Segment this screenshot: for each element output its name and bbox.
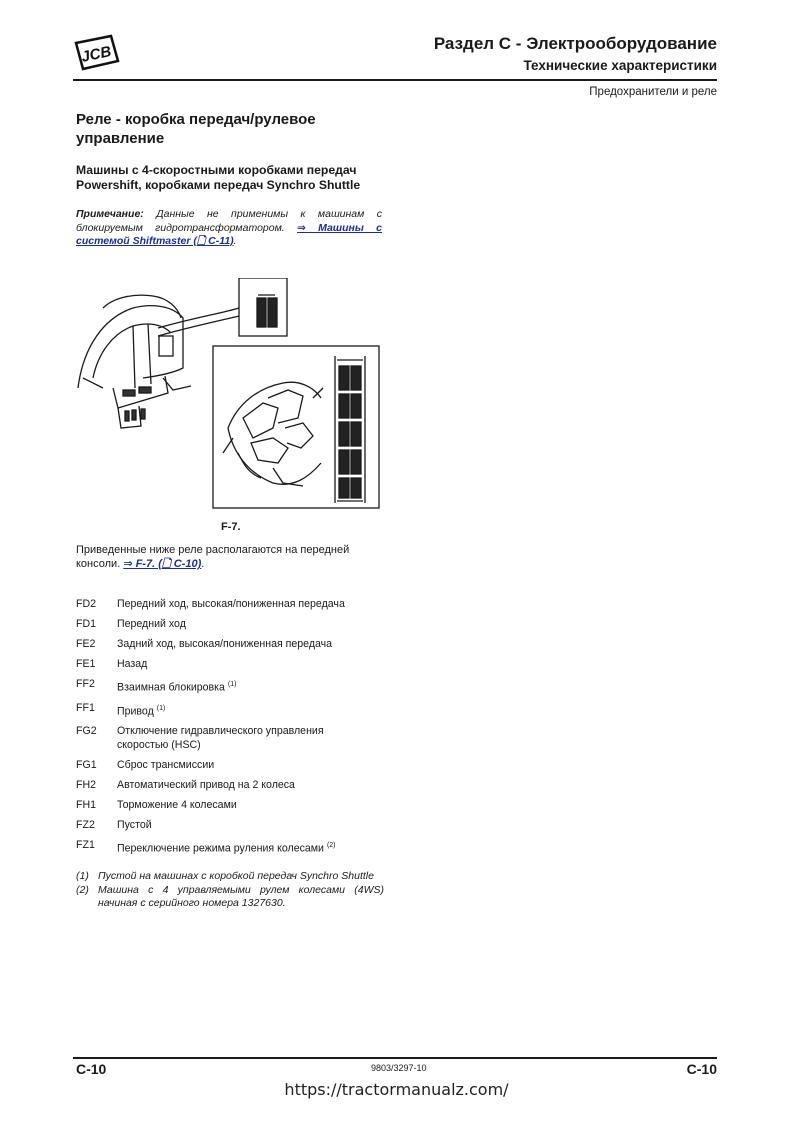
- note-text: Данные не применимы к машинам с блокируемым гидротрансформатором.: [76, 208, 382, 234]
- relay-desc-text: Назад: [117, 658, 148, 670]
- relay-desc-text: Торможение 4 колесами: [117, 798, 237, 811]
- relay-desc-text: Переключение режима руления колесами: [117, 842, 324, 855]
- relay-code: FH2: [76, 778, 97, 791]
- list-item: [76, 658, 396, 672]
- relay-code: FD1: [76, 618, 97, 630]
- list-item: [76, 725, 396, 752]
- list-item: [76, 598, 396, 612]
- relay-code: FG2: [76, 725, 97, 738]
- relay-desc: [117, 819, 347, 833]
- note-end: .: [233, 235, 237, 247]
- footnotes: [76, 870, 386, 911]
- document-number: 9803/3297-10: [371, 1063, 427, 1073]
- relay-desc: [117, 702, 347, 719]
- list-item: [76, 638, 396, 652]
- relay-desc: [117, 658, 347, 672]
- footnote-ref: (1): [156, 704, 166, 712]
- relay-desc: [117, 638, 347, 652]
- footnote-number: (1): [76, 870, 89, 882]
- page-number-right: C-10: [686, 1061, 717, 1077]
- relay-desc-text: Задний ход, высокая/пониженная передача: [117, 638, 333, 650]
- relay-desc-text: Взаимная блокировка: [117, 681, 225, 694]
- figure-intro-text: Приведенные ниже реле располагаются на передней консоли.: [76, 544, 350, 570]
- footnote: [76, 870, 386, 884]
- page-number-left: C-10: [76, 1061, 107, 1077]
- relay-code: FE2: [76, 638, 96, 650]
- list-item: [76, 702, 396, 719]
- relay-code: FG1: [76, 758, 97, 771]
- relay-desc: [117, 759, 347, 773]
- header-rule: [73, 79, 717, 81]
- relay-desc: [117, 839, 377, 856]
- footnote-text: Машина с 4 управляемыми рулем колесами (4WS) начиная с серийного номера 1327630.: [98, 883, 384, 909]
- footnote-number: (2): [76, 883, 89, 896]
- note: [76, 208, 382, 249]
- footnote-ref: (2): [326, 841, 336, 849]
- relay-code: FF1: [76, 701, 95, 714]
- relay-desc: [117, 725, 347, 752]
- footer-rule: [73, 1057, 717, 1059]
- list-item: [76, 759, 396, 773]
- relay-code: FD2: [76, 598, 97, 610]
- footnote-ref: (1): [227, 681, 237, 688]
- list-item: [76, 779, 396, 793]
- note-label: Примечание:: [76, 208, 144, 220]
- list-item: [76, 618, 396, 632]
- list-item: [76, 678, 396, 695]
- source-url[interactable]: https://tractormanualz.com/: [284, 1080, 509, 1099]
- relay-desc-text: Отключение гидравлического управления скоростью (HSC): [117, 725, 324, 751]
- logo-text: JCB: [79, 43, 113, 66]
- figure-intro-end: .: [201, 558, 205, 570]
- section-title: Раздел C - Электрооборудование: [433, 34, 717, 53]
- list-item: [76, 819, 396, 833]
- subheading: Машины с 4-скоростными коробками передач Powershift, коробками передач Synchro Shuttle: [76, 163, 361, 192]
- relay-code: FE1: [76, 658, 96, 670]
- relay-desc: [117, 618, 347, 632]
- relay-desc-text: Пустой: [117, 818, 152, 831]
- relay-desc: [117, 799, 347, 813]
- relay-code: FH1: [76, 798, 97, 811]
- list-item: [76, 839, 396, 856]
- figure-caption: F-7.: [221, 521, 241, 533]
- relay-list: [76, 598, 396, 856]
- relay-desc: [117, 598, 347, 612]
- relay-desc: [117, 779, 347, 793]
- section-subtitle: Технические характеристики: [523, 58, 717, 73]
- relay-code: FZ1: [76, 838, 95, 851]
- relay-location-figure: [73, 278, 383, 523]
- relay-desc-text: Автоматический привод на 2 колеса: [117, 778, 295, 791]
- shiftmaster-link[interactable]: ⇒ Машины с системой Shiftmaster (🗋 C-11): [76, 221, 382, 247]
- breadcrumb: Предохранители и реле: [589, 86, 717, 98]
- relay-desc-text: Передний ход, высокая/пониженная передача: [117, 598, 345, 610]
- relay-desc-text: Передний ход: [117, 618, 186, 630]
- relay-desc-text: Привод: [117, 705, 154, 718]
- figure-link[interactable]: ⇒ F-7. (🗋 C-10): [123, 558, 202, 570]
- footnote: [76, 884, 386, 911]
- relay-desc: [117, 678, 347, 695]
- list-item: [76, 799, 396, 813]
- relay-code: FF2: [76, 678, 95, 690]
- figure-intro: [76, 543, 376, 571]
- relay-desc-text: Сброс трансмиссии: [117, 758, 215, 771]
- relay-code: FZ2: [76, 818, 95, 831]
- page-title: Реле - коробка передач/рулевое управление: [76, 111, 316, 147]
- footnote-text: Пустой на машинах с коробкой передач Synchro Shuttle: [98, 870, 374, 882]
- jcb-logo: [73, 33, 121, 78]
